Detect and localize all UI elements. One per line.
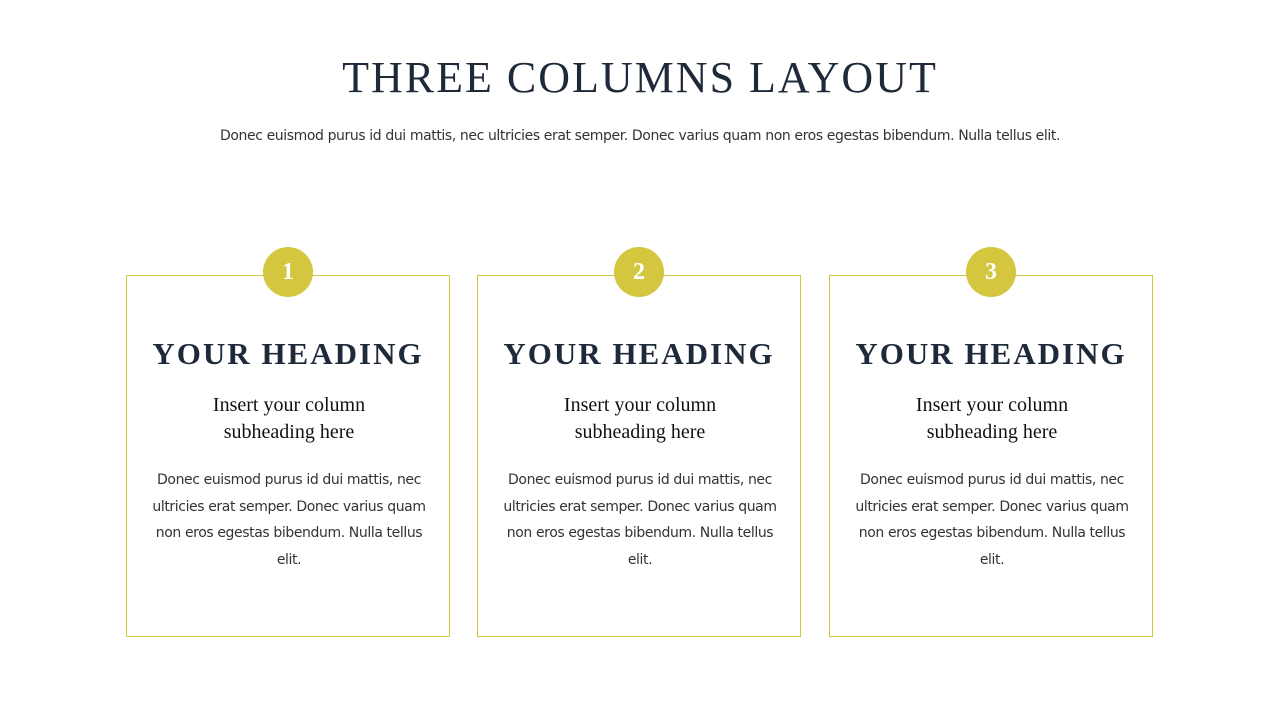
column-heading-2: YOUR HEADING bbox=[503, 336, 775, 371]
column-subheading-2: Insert your column subheading here bbox=[563, 394, 717, 443]
column-card-3 bbox=[829, 259, 1153, 637]
page-subtitle: Donec euismod purus id dui mattis, nec ultricies erat semper. Donec varius quam non eros egestas bibendum. Nulla tellus elit. bbox=[219, 128, 1061, 144]
column-heading-3: YOUR HEADING bbox=[855, 336, 1127, 371]
column-subheading-1: Insert your column subheading here bbox=[212, 394, 366, 443]
number-badge-3: 3 bbox=[966, 247, 1016, 297]
column-body-3: Donec euismod purus id dui mattis, nec ultricies erat semper. Donec varius quam non eros egestas bibendum. Nulla tellus elit. bbox=[855, 472, 1129, 568]
number-badge-2: 2 bbox=[614, 247, 664, 297]
column-subheading-3: Insert your column subheading here bbox=[915, 394, 1069, 443]
column-card-2 bbox=[477, 259, 801, 637]
page-title: THREE COLUMNS LAYOUT bbox=[342, 53, 938, 102]
column-body-1: Donec euismod purus id dui mattis, nec ultricies erat semper. Donec varius quam non eros egestas bibendum. Nulla tellus elit. bbox=[152, 472, 426, 568]
number-badge-1: 1 bbox=[263, 247, 313, 297]
column-heading-1: YOUR HEADING bbox=[152, 336, 424, 371]
column-card-1 bbox=[126, 259, 450, 637]
column-body-2: Donec euismod purus id dui mattis, nec ultricies erat semper. Donec varius quam non eros egestas bibendum. Nulla tellus elit. bbox=[503, 472, 777, 568]
